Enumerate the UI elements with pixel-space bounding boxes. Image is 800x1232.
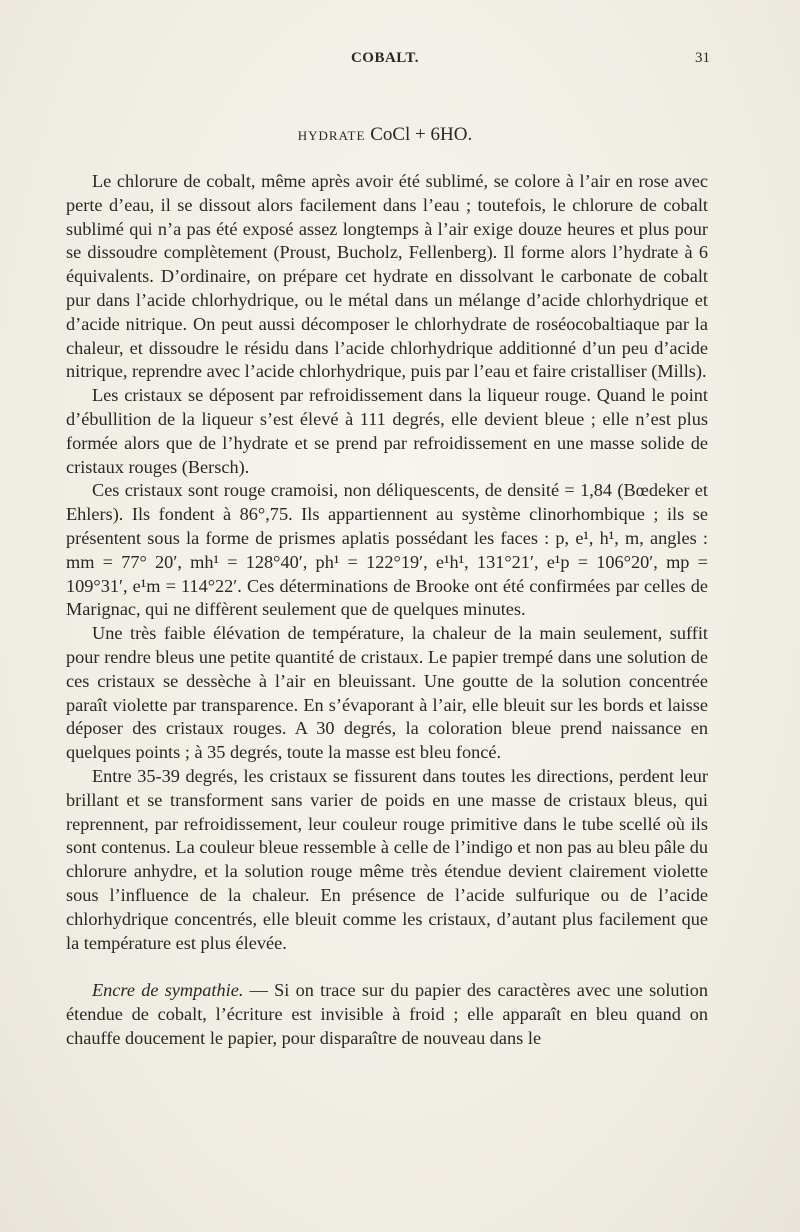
paragraph-fissuring: Entre 35-39 degrés, les cristaux se fissurent dans toutes les directions, perdent leur brillant et se transforment sans varier de poids en une masse de cristaux bleus, qui reprennent, par refroidissement, leur couleur rouge primitive dans le tube scellé où ils sont contenus. La couleur bleue ressemble à celle de l’indigo et non pas au bleu pâle du chlorure anhydre, et la solution rouge même très étendue devient clairement violette sous l’influence de la chaleur. En présence de l’acide sulfurique ou de l’acide chlorhydrique concentrés, elle bleuit comme les cristaux, d’autant plus facilement que la température est plus élevée. xyxy=(66,765,708,953)
paragraph-crystallization: Les cristaux se déposent par refroidissement dans la liqueur rouge. Quand le point d’ébullition de la liqueur s’est élevé à 111 degrés, elle devient bleue ; elle n’est plus formée alors que de l’hydrate et se prend par refroidissement en une masse solide de cristaux rouges (Bersch). xyxy=(66,385,708,477)
paragraph-preparation: Le chlorure de cobalt, même après avoir été sublimé, se colore à l’air en rose avec perte d’eau, il se dissout alors facilement dans l’eau ; toutefois, le chlorure de cobalt sublimé qui n’a pas été exposé assez longtemps à l’air exige douze heures et plus pour se dissoudre complètement (Proust, Bucholz, Fellenberg). Il forme alors l’hydrate à 6 équivalents. D’ordinaire, on prépare cet hydrate en dissolvant le carbonate de cobalt pur dans l’acide chlorhydrique, ou le métal dans un mélange d’acide chlorhydrique et d’acide nitrique. On peut aussi décomposer le chlorhydrate de roséocobaltiaque par la chaleur, et dissoudre le résidu dans l’acide chlorhydrique additionné d’un peu d’acide nitrique, reprendre avec l’acide chlorhydrique, puis par l’eau et faire cristalliser (Mills). xyxy=(66,171,708,382)
body-text xyxy=(66,170,708,1051)
paragraph-crystal-properties: Ces cristaux sont rouge cramoisi, non déliquescents, de densité = 1,84 (Bœdeker et Ehlers). Ils fondent à 86°,75. Ils appartiennent au système clinorhombique ; ils se présentent sous la forme de prismes aplatis possédant les faces : p, e¹, h¹, m, angles : mm = 77° 20′, mh¹ = 128°40′, ph¹ = 122°19′, e¹h¹, 131°21′, e¹p = 106°20′, mp = 109°31′, e¹m = 114°22′. Ces déterminations de Brooke ont été confirmées par celles de Marignac, qui ne diffèrent seulement que de quelques minutes. xyxy=(66,480,708,620)
encre-title: Encre de sympathie. xyxy=(92,980,244,1001)
paragraph-encre xyxy=(66,979,708,1050)
page-number: 31 xyxy=(695,50,710,66)
page-header xyxy=(60,50,710,70)
heading-prefix: HYDRATE xyxy=(297,128,366,143)
encre-text: — Si on trace sur du papier des caractères avec une solution étendue de cobalt, l’écriture est invisible à froid ; elle apparaît en bleu quand on chauffe doucement le papier, pour disparaître de nouveau dans le xyxy=(66,980,708,1048)
paragraph-color-change: Une très faible élévation de température, la chaleur de la main seulement, suffit pour rendre bleus une petite quantité de cristaux. Le papier trempé dans une solution de ces cristaux se dessèche à l’air en bleuissant. Une goutte de la solution concentrée paraît violette par transparence. En s’évaporant à l’air, elle bleuit sur les bords et laisse déposer des cristaux rouges. A 30 degrés, la coloration bleue prend naissance en quelques points ; à 35 degrés, toute la masse est bleu foncé. xyxy=(66,623,708,763)
running-title: COBALT. xyxy=(350,50,420,66)
section-heading xyxy=(60,124,710,146)
heading-formula: CoCl + 6HO. xyxy=(370,124,473,145)
